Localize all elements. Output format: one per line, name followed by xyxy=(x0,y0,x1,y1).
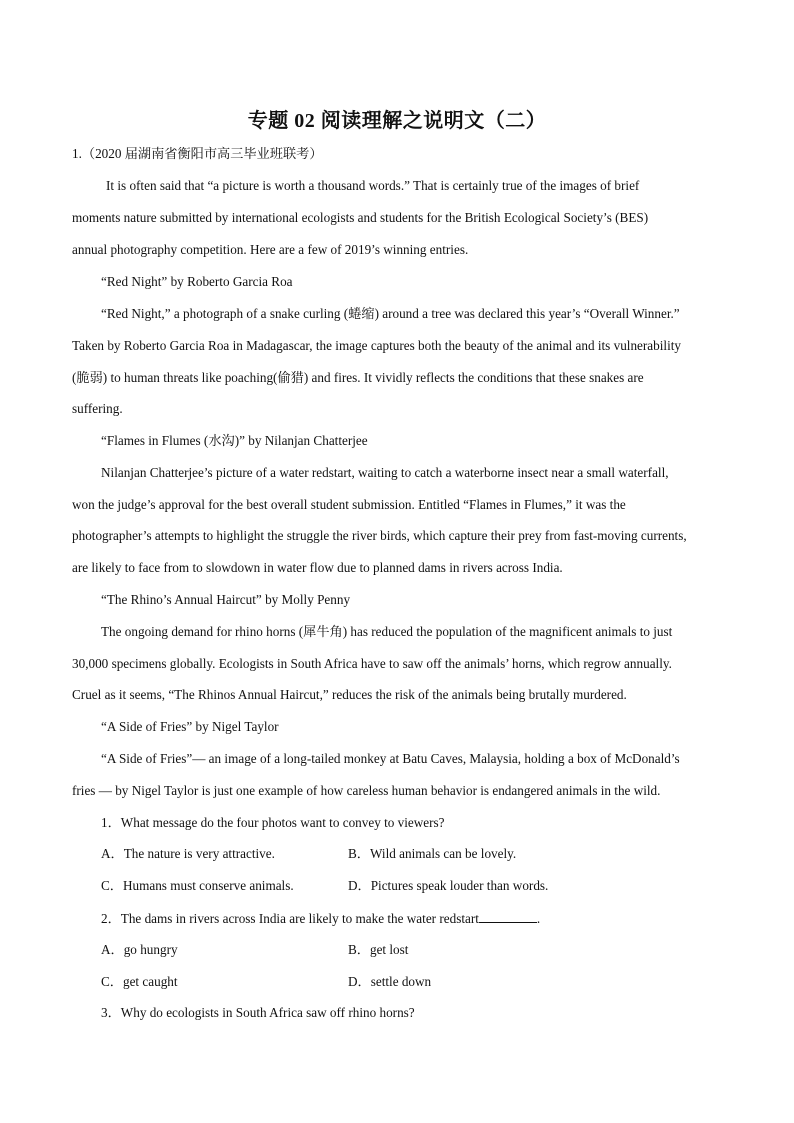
passage-line: annual photography competition. Here are a few of 2019’s winning entries. xyxy=(72,242,469,257)
photo-heading: “A Side of Fries” by Nigel Taylor xyxy=(101,719,279,734)
option-1d: D．Pictures speak louder than words. xyxy=(348,878,549,893)
passage-line: Nilanjan Chatterjee’s picture of a water redstart, waiting to catch a waterborne insect near a small waterfall, xyxy=(101,465,669,480)
question-2 xyxy=(101,910,731,927)
passage-line: “A Side of Fries”— an image of a long-tailed monkey at Batu Caves, Malaysia, holding a box of McDonald’s xyxy=(101,751,680,766)
passage-line: won the judge’s approval for the best overall student submission. Entitled “Flames in Flumes,” it was the xyxy=(72,497,626,512)
passage-line: The ongoing demand for rhino horns (犀牛角) has reduced the population of the magnificent animals to just xyxy=(101,624,673,639)
passage-line: It is often said that “a picture is worth a thousand words.” That is certainly true of the images of brief xyxy=(106,178,640,193)
passage-line: (脆弱) to human threats like poaching(偷猎) and fires. It vividly reflects the conditions that these snakes are xyxy=(72,370,644,385)
passage-line: are likely to face from to slowdown in water flow due to planned dams in rivers across India. xyxy=(72,560,563,575)
option-2b: B．get lost xyxy=(348,942,409,957)
passage-line: moments nature submitted by international ecologists and students for the British Ecological Society’s (BES) xyxy=(72,210,649,225)
photo-heading: “Flames in Flumes (水沟)” by Nilanjan Chatterjee xyxy=(101,433,368,448)
passage-line: 30,000 specimens globally. Ecologists in South Africa have to saw off the animals’ horns, which regrow annually. xyxy=(72,656,672,671)
question-2-text: 2．The dams in rivers across India are likely to make the water redstart xyxy=(101,911,479,926)
option-2c: C．get caught xyxy=(101,974,178,989)
question-3: 3．Why do ecologists in South Africa saw off rhino horns? xyxy=(101,1005,415,1020)
option-2d: D．settle down xyxy=(348,974,432,989)
option-2a: A．go hungry xyxy=(101,942,178,957)
option-1a: A．The nature is very attractive. xyxy=(101,846,275,861)
passage-line: Taken by Roberto Garcia Roa in Madagascar, the image captures both the beauty of the animal and its vulnerability xyxy=(72,338,681,353)
photo-heading: “Red Night” by Roberto Garcia Roa xyxy=(101,274,293,289)
passage-line: suffering. xyxy=(72,401,123,416)
passage-line: fries — by Nigel Taylor is just one example of how careless human behavior is endangered animals in the wild. xyxy=(72,783,661,798)
page-title: 专题 02 阅读理解之说明文（二） xyxy=(247,110,547,132)
answer-blank xyxy=(479,910,537,923)
passage-line: “Red Night,” a photograph of a snake curling (蜷缩) around a tree was declared this year’s “Overall Winner.” xyxy=(101,306,680,321)
passage-line: photographer’s attempts to highlight the struggle the river birds, which capture their prey from fast-moving currents, xyxy=(72,528,687,543)
photo-heading: “The Rhino’s Annual Haircut” by Molly Penny xyxy=(101,592,351,607)
passage-line: Cruel as it seems, “The Rhinos Annual Haircut,” reduces the risk of the animals being brutally murdered. xyxy=(72,687,627,702)
option-1c: C．Humans must conserve animals. xyxy=(101,878,294,893)
question-2-end: . xyxy=(536,911,541,926)
question-source: 1.（2020 届湖南省衡阳市高三毕业班联考） xyxy=(72,146,323,161)
option-1b: B．Wild animals can be lovely. xyxy=(348,846,517,861)
question-1: 1．What message do the four photos want to convey to viewers? xyxy=(101,815,445,830)
